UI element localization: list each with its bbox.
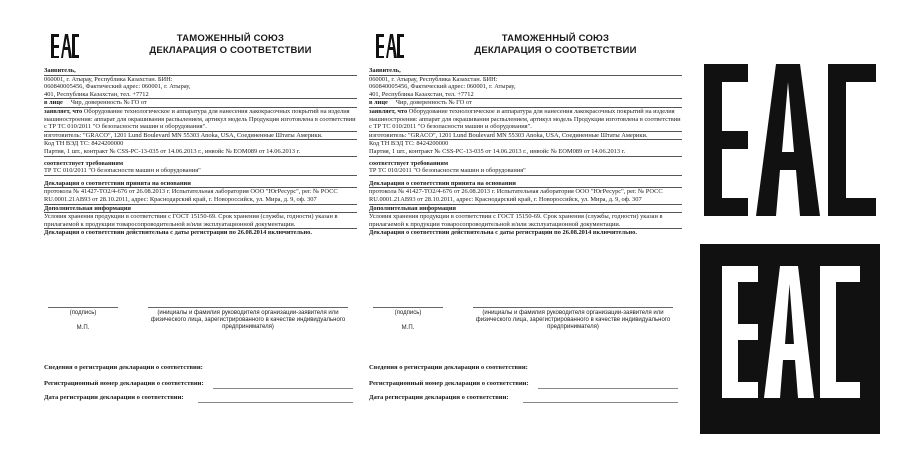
maker-text: "GRACO", 1201 Lund Boulevard MN 55303 Anoka, USA, Соединенные Штаты Америки.	[407, 131, 648, 139]
signature-label: (подпись)	[394, 310, 422, 316]
valid-text: Декларация о соответствии действительна с даты регистрации по 26.08.2014 включительно.	[44, 229, 312, 237]
stamp-label: М.П.	[401, 325, 415, 331]
signer-description: (инициалы и фамилия руководителя организации-заявителя или физического лица, зарегистрированного в качестве индивидуального предпринимателя)	[475, 310, 671, 330]
declaration-document-right	[363, 0, 688, 461]
reg-date-label: Дата регистрации декларации о соответствии:	[369, 394, 509, 401]
union-title: ТАМОЖЕННЫЙ СОЮЗ	[501, 33, 610, 44]
basis-text: протокола № 41427-ТО2/4-676 от 26.08.2013 г. Испытательная лаборатория ООО "ЮгРесурс", рег. № РОСС RU.0001.21АВ93 от 28.10.2011, адрес: Краснодарский край, г. Новороссийск, ул. Мира, д. 9, оф. 307	[44, 188, 357, 204]
batch-text: Партия, 1 шт., контракт № CSS-PC-13-035 от 14.06.2013 г., инвойс № EOM089 от 14.06.2013 г.	[44, 148, 357, 157]
extra-text: Условия хранения продукции в соответствии с ГОСТ 15150-69. Срок хранения (службы, годности) указан в прилагаемой к продукции товаросопроводительной и/или эксплуатационной документации.	[44, 213, 357, 229]
eac-logo-white-on-black-icon	[700, 244, 880, 434]
declaration-title: ДЕКЛАРАЦИЯ О СООТВЕТСТВИИ	[149, 45, 312, 56]
applicant-line: 060840005456, Фактический адрес: 060001, г. Атырау,	[369, 83, 516, 91]
code-text: Код ТН ВЭД ТС: 8424200000	[369, 140, 449, 148]
applicant-section	[369, 67, 682, 237]
reg-number-label: Регистрационный номер декларации о соответствии:	[44, 380, 204, 387]
basis-label: Декларация о соответствии принята на основании	[369, 180, 682, 189]
declaration-document-left	[38, 0, 363, 461]
eac-logo-black-on-white-icon	[700, 60, 880, 220]
reg-number-label: Регистрационный номер декларации о соответствии:	[369, 380, 529, 387]
valid-text: Декларация о соответствии действительна с даты регистрации по 26.08.2014 включительно.	[369, 229, 637, 237]
eac-logo-icon	[50, 33, 80, 59]
eac-logo-icon	[375, 33, 405, 59]
declares-text: Оборудование технологическое и аппаратура для нанесения лакокрасочных покрытий на изделия машиностроения: аппарат для окрашивания распылением, артикул модель Продукция изготовлена в соответствии с ТР ТС 010/2011 "О безопасности машин и оборудования".	[44, 107, 356, 131]
reg-info-label: Сведения о регистрации декларации о соответствии:	[44, 364, 203, 371]
extra-label: Дополнительная информация	[44, 205, 357, 214]
maker-label: изготовитель:	[369, 131, 407, 139]
applicant-label: Заявитель,	[369, 67, 682, 76]
applicant-line: 060001, г. Атырау, Республика Казахстан. БИН:	[44, 75, 173, 83]
declaration-title: ДЕКЛАРАЦИЯ О СООТВЕТСТВИИ	[474, 45, 637, 56]
person-text: Чир, доверенность № ГО от	[70, 99, 147, 107]
applicant-line: 060001, г. Атырау, Республика Казахстан. БИН:	[369, 75, 498, 83]
person-label: в лице	[44, 99, 63, 107]
stamp-label: М.П.	[76, 325, 90, 331]
applicant-label: Заявитель,	[44, 67, 357, 76]
extra-text: Условия хранения продукции в соответствии с ГОСТ 15150-69. Срок хранения (службы, годности) указан в прилагаемой к продукции товаросопроводительной и/или эксплуатационной документации.	[369, 213, 682, 229]
signer-description: (инициалы и фамилия руководителя организации-заявителя или физического лица, зарегистрированного в качестве индивидуального предпринимателя)	[150, 310, 346, 330]
maker-label: изготовитель:	[44, 131, 82, 139]
applicant-line: 401, Республика Казахстан, тел. +7712	[44, 91, 357, 100]
person-label: в лице	[369, 99, 388, 107]
declares-label: заявляет, что	[369, 107, 408, 115]
applicant-line: 060840005456, Фактический адрес: 060001, г. Атырау,	[44, 83, 191, 91]
req-label: соответствует требованиям	[44, 159, 124, 167]
extra-label: Дополнительная информация	[369, 205, 682, 214]
reg-date-label: Дата регистрации декларации о соответствии:	[44, 394, 184, 401]
maker-text: "GRACO", 1201 Lund Boulevard MN 55303 Anoka, USA, Соединенные Штаты Америки.	[82, 131, 323, 139]
basis-label: Декларация о соответствии принята на основании	[44, 180, 357, 189]
basis-text: протокола № 41427-ТО2/4-676 от 26.08.2013 г. Испытательная лаборатория ООО "ЮгРесурс", рег. № РОСС RU.0001.21АВ93 от 28.10.2011, адрес: Краснодарский край, г. Новороссийск, ул. Мира, д. 9, оф. 307	[369, 188, 682, 204]
code-text: Код ТН ВЭД ТС: 8424200000	[44, 140, 124, 148]
req-label: соответствует требованиям	[369, 159, 449, 167]
batch-text: Партия, 1 шт., контракт № CSS-PC-13-035 от 14.06.2013 г., инвойс № EOM089 от 14.06.2013 г.	[369, 148, 682, 157]
declares-label: заявляет, что	[44, 107, 83, 115]
signature-label: (подпись)	[69, 310, 97, 316]
person-text: Чир, доверенность № ГО от	[395, 99, 472, 107]
req-text: ТР ТС 010/2011 "О безопасности машин и оборудования"	[369, 167, 682, 176]
union-title: ТАМОЖЕННЫЙ СОЮЗ	[176, 33, 285, 44]
applicant-section	[44, 67, 357, 237]
reg-info-label: Сведения о регистрации декларации о соответствии:	[369, 364, 528, 371]
declares-text: Оборудование технологическое и аппаратура для нанесения лакокрасочных покрытий на изделия машиностроения: аппарат для окрашивания распылением, артикул модель Продукция изготовлена в соответствии с ТР ТС 010/2011 "О безопасности машин и оборудования".	[369, 107, 681, 131]
applicant-line: 401, Республика Казахстан, тел. +7712	[369, 91, 682, 100]
req-text: ТР ТС 010/2011 "О безопасности машин и оборудования"	[44, 167, 357, 176]
